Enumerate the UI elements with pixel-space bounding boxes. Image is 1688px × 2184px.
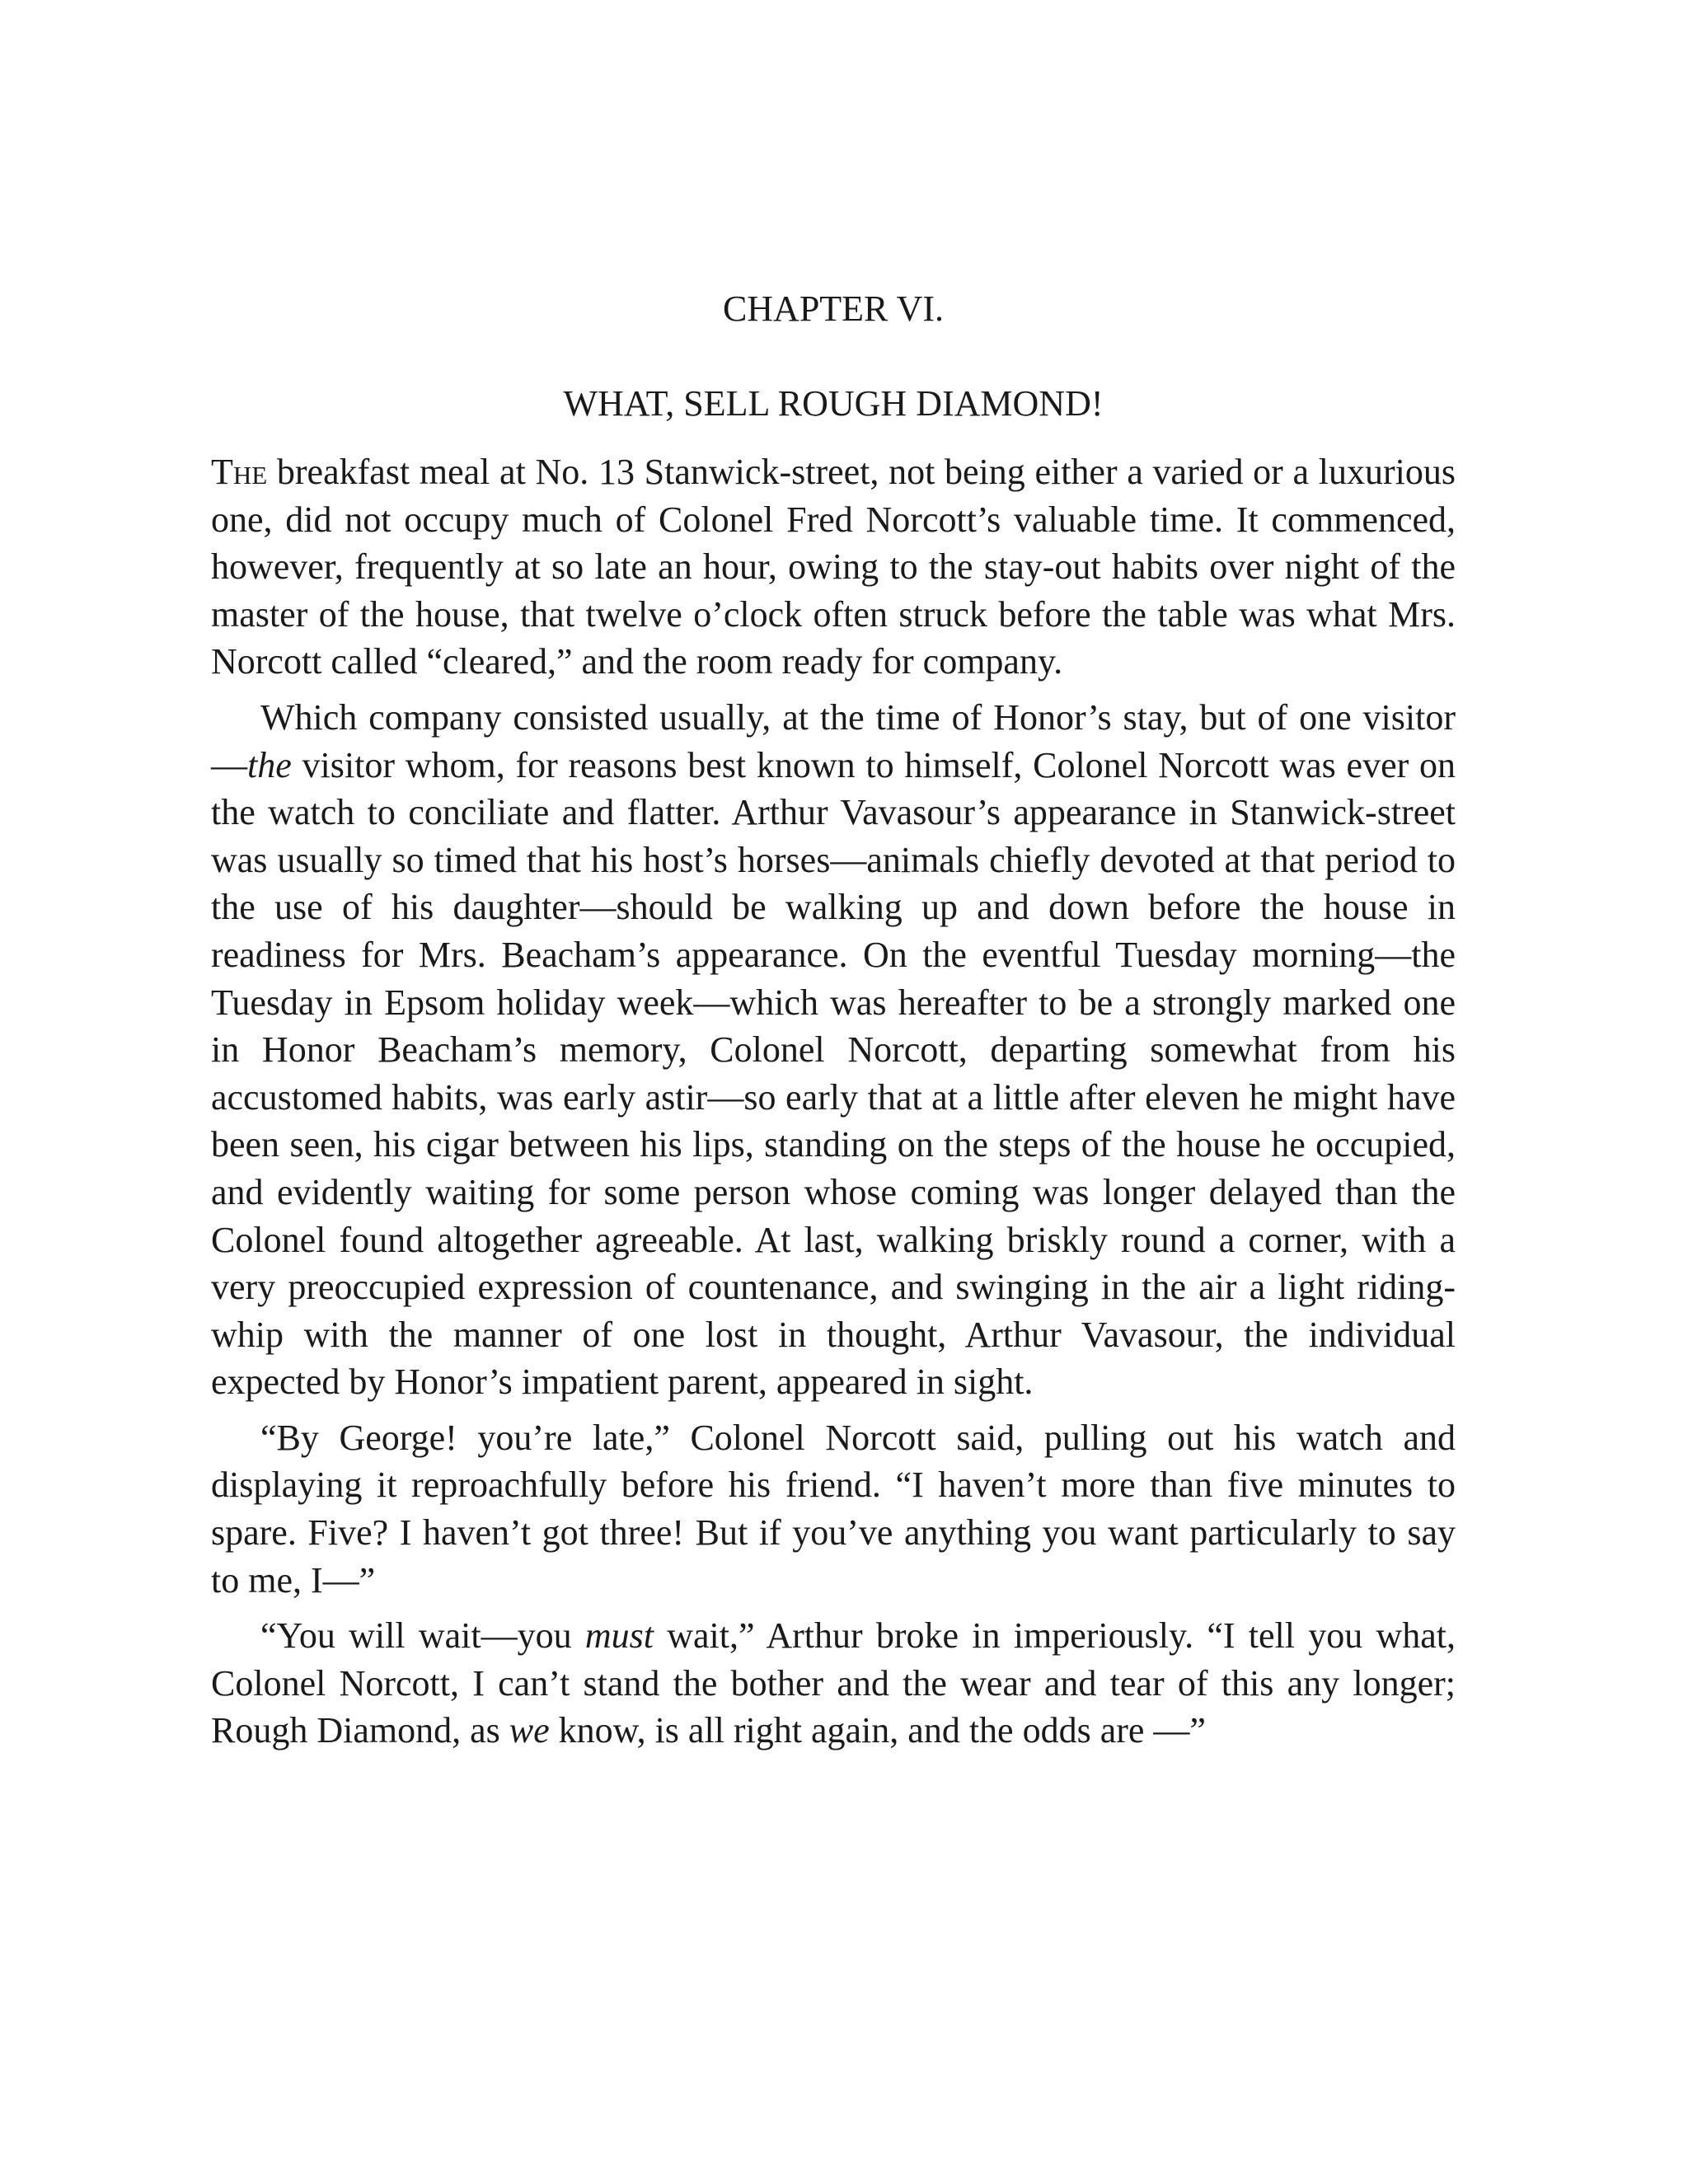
paragraph-1-text: breakfast meal at No. 13 Stanwick-street, not being either a varied or a luxurious one, did not occupy much of Colonel Fred Norcott’s valuable time. It commenced, however, frequently at so late an hour, owing to the stay-out habits over night of the master of the house, that twelve o’clock often struck before the table was what Mrs. Norcott called “cleared,” and the room ready for company. xyxy=(211,452,1456,682)
chapter-title: WHAT, SELL ROUGH DIAMOND! xyxy=(563,383,1104,424)
paragraph-4-emphasis-2: we xyxy=(509,1710,550,1751)
paragraph-4-part1: “You will wait—you xyxy=(260,1615,585,1657)
drop-lead-word: The xyxy=(211,452,268,492)
paragraph-2-before: Which company consisted usually, at the time of Honor’s stay, but of one visitor— xyxy=(211,696,1456,785)
paragraph-4-part2: wait,” Arthur broke in imperiously. “I tell you what, Colonel Norcott, I can’t stand the bother and the wear and tear of this any longer; Rough Diamond, as xyxy=(211,1615,1456,1751)
paragraph-4-part3: know, is all right again, and the odds are —” xyxy=(549,1710,1206,1751)
chapter-number: CHAPTER VI. xyxy=(722,288,945,329)
paragraph-2-emphasis: the xyxy=(247,744,292,785)
paragraph-2-after: visitor whom, for reasons best known to himself, Colonel Norcott was ever on the watch to conciliate and flatter. Arthur Vavasour’s appearance in Stanwick-street was usually so timed that his host’s horses—animals chiefly devoted at that period to the use of his daughter—should be walking up and down before the house in readiness for Mrs. Beacham’s appearance. On the eventful Tuesday morning—the Tuesday in Epsom holiday week—which was hereafter to be a strongly marked one in Honor Beacham’s memory, Colonel Norcott, departing somewhat from his accustomed habits, was early astir—so early that at a little after eleven he might have been seen, his cigar between his lips, standing on the steps of the house he occupied, and evidently waiting for some person whose coming was longer delayed than the Colonel found altogether agreeable. At last, walking briskly round a corner, with a very preoccupied expression of countenance, and swinging in the air a light riding-whip with the manner of one lost in thought, Arthur Vavasour, the individual expected by Honor’s impatient parent, appeared in sight. xyxy=(211,744,1456,1403)
book-page xyxy=(211,284,1456,1763)
paragraph-3: “By George! you’re late,” Colonel Norcott said, pulling out his watch and displaying it reproachfully before his friend. “I haven’t more than five minutes to spare. Five? I haven’t got three! But if you’ve anything you want particularly to say to me, I—” xyxy=(211,1417,1456,1601)
paragraph-4 xyxy=(211,1612,1456,1755)
paragraph-2 xyxy=(211,694,1456,1406)
paragraph-1 xyxy=(211,448,1456,686)
paragraph-4-emphasis-1: must xyxy=(584,1615,654,1657)
